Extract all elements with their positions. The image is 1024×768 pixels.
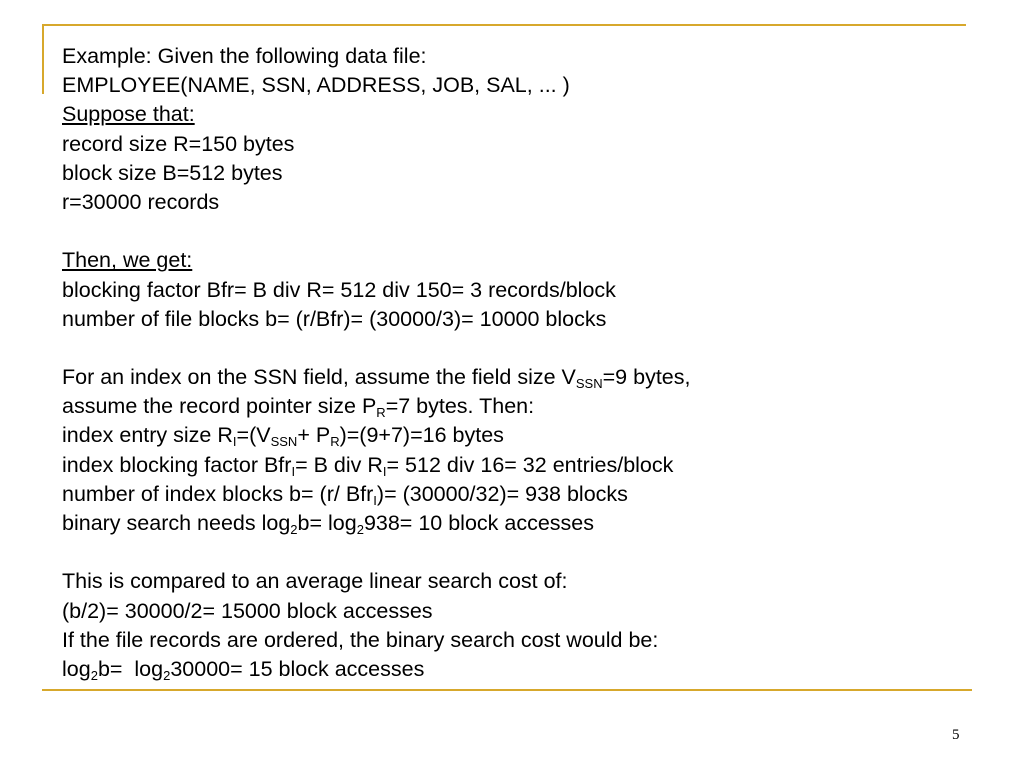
text-line: $\log_2b= \log_230000= 15$ block accesses (62, 656, 425, 683)
text-line: number of index blocks b= (r/ Bfr$_I$)= (30000/32)= 938 blocks (62, 481, 628, 508)
text-line: number of file blocks b= (r/Bfr)= (30000/3)= 10000 blocks (62, 306, 607, 331)
text-line: This is compared to an average linear search cost of: (62, 569, 568, 594)
text-line: record size R=150 bytes (62, 131, 295, 156)
top-rule (42, 24, 966, 26)
text-line: assume the record pointer size $P_R=7$ bytes. Then: (62, 394, 535, 421)
slide-body (62, 42, 962, 684)
section-heading: Suppose that: (62, 102, 195, 127)
text-line: EMPLOYEE(NAME, SSN, ADDRESS, JOB, SAL, ... ) (62, 73, 570, 98)
section-heading: Then, we get: (62, 248, 193, 273)
text-line: block size B=512 bytes (62, 160, 283, 185)
text-line: index entry size $R_I=(V_{SSN}+ P_R)=(9+7)=16$ bytes (62, 423, 504, 450)
text-line: If the file records are ordered, the binary search cost would be: (62, 627, 659, 652)
text-line: (b/2)= 30000/2= 15000 block accesses (62, 598, 433, 623)
text-line: r=30000 records (62, 189, 220, 214)
page-number: 5 (952, 727, 960, 743)
text-line: For an index on the SSN field, assume the field size $V_{SSN}=9$ bytes, (62, 365, 691, 392)
text-line: Example: Given the following data file: (62, 44, 427, 68)
bottom-rule (42, 689, 972, 691)
text-line: index blocking factor Bfr$_I$= B div $R_I= 512$ div 16= 32 entries/block (62, 452, 674, 479)
text-line: blocking factor Bfr= B div R= 512 div 150= 3 records/block (62, 277, 616, 302)
text-line: binary search needs $\log_2b= \log_2938= 10$ block accesses (62, 511, 595, 537)
left-rule (42, 24, 44, 94)
